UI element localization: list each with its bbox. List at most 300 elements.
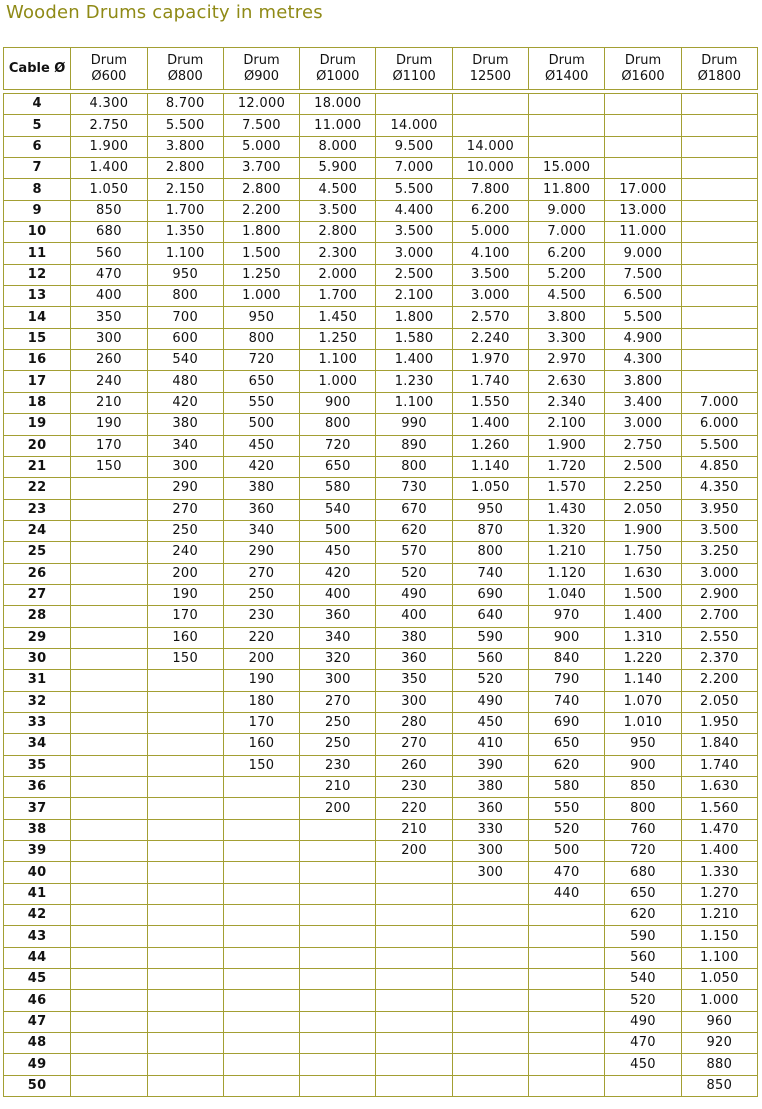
capacity-cell: 2.550 xyxy=(681,627,757,648)
capacity-cell xyxy=(681,350,757,371)
cable-size-cell: 40 xyxy=(4,862,71,883)
capacity-cell: 3.500 xyxy=(300,200,376,221)
page-title: Wooden Drums capacity in metres xyxy=(6,2,323,23)
capacity-cell xyxy=(71,563,147,584)
capacity-cell: 2.250 xyxy=(605,478,681,499)
column-header-line1: Drum xyxy=(624,52,662,68)
capacity-cell: 210 xyxy=(71,392,147,413)
cable-size-cell: 38 xyxy=(4,819,71,840)
capacity-cell xyxy=(223,1033,299,1054)
capacity-cell: 1.040 xyxy=(529,584,605,605)
capacity-cell: 450 xyxy=(300,542,376,563)
table-row xyxy=(4,478,758,499)
capacity-cell xyxy=(376,969,452,990)
capacity-cell: 2.100 xyxy=(376,286,452,307)
capacity-cell: 1.210 xyxy=(681,905,757,926)
capacity-cell xyxy=(223,905,299,926)
column-header-drum xyxy=(71,48,147,90)
capacity-cell: 520 xyxy=(529,819,605,840)
column-header-drum xyxy=(452,48,528,90)
capacity-cell: 2.500 xyxy=(376,264,452,285)
capacity-cell: 340 xyxy=(300,627,376,648)
capacity-cell xyxy=(300,1033,376,1054)
column-header-line2: Ø900 xyxy=(243,68,280,84)
capacity-cell: 210 xyxy=(376,819,452,840)
table-row xyxy=(4,841,758,862)
capacity-cell: 2.750 xyxy=(605,435,681,456)
table-row xyxy=(4,905,758,926)
capacity-cell: 590 xyxy=(605,926,681,947)
capacity-cell xyxy=(605,158,681,179)
capacity-cell: 2.700 xyxy=(681,606,757,627)
capacity-cell: 1.220 xyxy=(605,648,681,669)
capacity-cell xyxy=(681,179,757,200)
table-row xyxy=(4,456,758,477)
capacity-cell xyxy=(529,1075,605,1096)
table-row xyxy=(4,798,758,819)
table-row xyxy=(4,712,758,733)
capacity-cell: 3.800 xyxy=(605,371,681,392)
capacity-cell: 3.000 xyxy=(452,286,528,307)
cable-size-cell: 47 xyxy=(4,1011,71,1032)
capacity-cell: 1.010 xyxy=(605,712,681,733)
capacity-cell: 900 xyxy=(605,755,681,776)
capacity-cell: 470 xyxy=(71,264,147,285)
capacity-cell: 620 xyxy=(376,520,452,541)
capacity-cell: 4.300 xyxy=(605,350,681,371)
cable-size-cell: 41 xyxy=(4,883,71,904)
capacity-cell: 170 xyxy=(147,606,223,627)
capacity-cell: 7.000 xyxy=(681,392,757,413)
capacity-cell: 11.800 xyxy=(529,179,605,200)
capacity-cell xyxy=(223,926,299,947)
capacity-cell: 3.000 xyxy=(376,243,452,264)
capacity-cell xyxy=(71,648,147,669)
capacity-cell: 160 xyxy=(147,627,223,648)
capacity-cell xyxy=(605,115,681,136)
table-row xyxy=(4,499,758,520)
capacity-cell xyxy=(147,883,223,904)
capacity-cell: 1.630 xyxy=(605,563,681,584)
capacity-cell: 500 xyxy=(223,414,299,435)
capacity-cell xyxy=(223,883,299,904)
capacity-cell xyxy=(223,841,299,862)
capacity-cell: 290 xyxy=(223,542,299,563)
capacity-cell: 2.050 xyxy=(681,691,757,712)
cable-size-cell: 26 xyxy=(4,563,71,584)
capacity-cell: 490 xyxy=(376,584,452,605)
capacity-cell: 7.800 xyxy=(452,179,528,200)
capacity-cell xyxy=(71,1075,147,1096)
capacity-table xyxy=(3,47,758,1097)
capacity-cell: 4.400 xyxy=(376,200,452,221)
capacity-cell: 550 xyxy=(529,798,605,819)
cable-size-cell: 12 xyxy=(4,264,71,285)
capacity-cell: 1.120 xyxy=(529,563,605,584)
capacity-cell: 650 xyxy=(223,371,299,392)
capacity-cell xyxy=(452,1054,528,1075)
capacity-cell xyxy=(147,819,223,840)
capacity-cell xyxy=(529,947,605,968)
capacity-cell: 990 xyxy=(376,414,452,435)
capacity-cell: 200 xyxy=(223,648,299,669)
capacity-cell xyxy=(376,926,452,947)
capacity-cell: 620 xyxy=(605,905,681,926)
capacity-cell: 520 xyxy=(452,670,528,691)
capacity-cell: 2.340 xyxy=(529,392,605,413)
capacity-cell: 14.000 xyxy=(376,115,452,136)
table-row xyxy=(4,158,758,179)
capacity-cell: 1.140 xyxy=(605,670,681,691)
column-header-line2: Ø1100 xyxy=(392,68,436,84)
capacity-cell: 1.140 xyxy=(452,456,528,477)
capacity-cell: 14.000 xyxy=(452,136,528,157)
capacity-cell xyxy=(71,883,147,904)
cable-size-cell: 13 xyxy=(4,286,71,307)
capacity-cell: 1.400 xyxy=(71,158,147,179)
capacity-cell xyxy=(71,1054,147,1075)
column-header-line1: Drum xyxy=(319,52,356,68)
capacity-cell: 1.500 xyxy=(605,584,681,605)
capacity-cell: 1.840 xyxy=(681,734,757,755)
capacity-cell: 1.050 xyxy=(681,969,757,990)
capacity-cell xyxy=(605,94,681,115)
cable-size-cell: 25 xyxy=(4,542,71,563)
capacity-cell xyxy=(71,520,147,541)
capacity-cell xyxy=(529,1011,605,1032)
capacity-cell: 620 xyxy=(529,755,605,776)
capacity-cell: 260 xyxy=(376,755,452,776)
capacity-cell xyxy=(681,115,757,136)
cable-size-cell: 50 xyxy=(4,1075,71,1096)
capacity-cell: 400 xyxy=(300,584,376,605)
capacity-cell: 2.800 xyxy=(147,158,223,179)
capacity-cell xyxy=(71,542,147,563)
capacity-cell xyxy=(147,670,223,691)
capacity-cell xyxy=(376,862,452,883)
capacity-cell: 740 xyxy=(529,691,605,712)
capacity-cell: 18.000 xyxy=(300,94,376,115)
capacity-cell xyxy=(681,158,757,179)
capacity-cell xyxy=(147,905,223,926)
cable-size-cell: 30 xyxy=(4,648,71,669)
capacity-cell xyxy=(147,841,223,862)
capacity-cell: 9.000 xyxy=(605,243,681,264)
capacity-cell: 490 xyxy=(605,1011,681,1032)
capacity-cell: 850 xyxy=(681,1075,757,1096)
capacity-cell: 8.700 xyxy=(147,94,223,115)
table-row xyxy=(4,414,758,435)
capacity-cell: 3.800 xyxy=(147,136,223,157)
capacity-cell xyxy=(71,969,147,990)
capacity-cell: 7.500 xyxy=(223,115,299,136)
capacity-cell: 800 xyxy=(147,286,223,307)
cable-size-cell: 49 xyxy=(4,1054,71,1075)
capacity-cell xyxy=(71,947,147,968)
cable-size-cell: 9 xyxy=(4,200,71,221)
table-row xyxy=(4,136,758,157)
cable-size-cell: 22 xyxy=(4,478,71,499)
cable-size-cell: 44 xyxy=(4,947,71,968)
capacity-cell xyxy=(681,222,757,243)
capacity-cell: 5.900 xyxy=(300,158,376,179)
capacity-cell xyxy=(223,1011,299,1032)
capacity-cell xyxy=(681,371,757,392)
capacity-cell: 230 xyxy=(223,606,299,627)
capacity-cell: 250 xyxy=(300,734,376,755)
column-header-drum xyxy=(147,48,223,90)
column-header-drum xyxy=(300,48,376,90)
capacity-cell: 1.500 xyxy=(223,243,299,264)
capacity-cell xyxy=(71,1033,147,1054)
table-row xyxy=(4,691,758,712)
capacity-cell: 1.800 xyxy=(376,307,452,328)
capacity-cell xyxy=(71,841,147,862)
capacity-cell: 270 xyxy=(223,563,299,584)
capacity-cell xyxy=(681,328,757,349)
capacity-cell: 9.000 xyxy=(529,200,605,221)
capacity-cell xyxy=(529,990,605,1011)
capacity-cell xyxy=(71,819,147,840)
capacity-cell: 1.900 xyxy=(529,435,605,456)
capacity-cell: 360 xyxy=(223,499,299,520)
capacity-cell: 500 xyxy=(300,520,376,541)
capacity-cell: 2.900 xyxy=(681,584,757,605)
capacity-cell xyxy=(681,94,757,115)
capacity-cell: 960 xyxy=(681,1011,757,1032)
capacity-cell: 560 xyxy=(452,648,528,669)
cable-size-cell: 39 xyxy=(4,841,71,862)
capacity-cell: 1.400 xyxy=(452,414,528,435)
capacity-cell: 540 xyxy=(605,969,681,990)
column-header-line1: Drum xyxy=(167,52,204,68)
capacity-cell xyxy=(223,777,299,798)
capacity-cell: 150 xyxy=(71,456,147,477)
capacity-cell: 360 xyxy=(300,606,376,627)
capacity-cell xyxy=(71,499,147,520)
capacity-cell xyxy=(452,905,528,926)
capacity-cell xyxy=(223,862,299,883)
capacity-cell: 380 xyxy=(452,777,528,798)
capacity-cell xyxy=(71,734,147,755)
capacity-cell xyxy=(147,734,223,755)
capacity-cell: 3.000 xyxy=(605,414,681,435)
capacity-cell: 4.350 xyxy=(681,478,757,499)
capacity-cell: 260 xyxy=(71,350,147,371)
capacity-cell: 1.400 xyxy=(605,606,681,627)
capacity-cell: 170 xyxy=(223,712,299,733)
capacity-cell: 720 xyxy=(223,350,299,371)
capacity-cell: 540 xyxy=(147,350,223,371)
capacity-cell: 3.500 xyxy=(681,520,757,541)
capacity-cell: 17.000 xyxy=(605,179,681,200)
capacity-cell: 740 xyxy=(452,563,528,584)
table-row xyxy=(4,264,758,285)
capacity-cell xyxy=(223,1054,299,1075)
capacity-cell: 2.570 xyxy=(452,307,528,328)
table-row xyxy=(4,94,758,115)
capacity-cell xyxy=(452,1033,528,1054)
capacity-cell: 560 xyxy=(71,243,147,264)
table-row xyxy=(4,1075,758,1096)
cable-size-cell: 7 xyxy=(4,158,71,179)
capacity-cell xyxy=(223,819,299,840)
capacity-cell: 4.500 xyxy=(300,179,376,200)
capacity-cell: 1.400 xyxy=(376,350,452,371)
capacity-cell: 1.740 xyxy=(452,371,528,392)
capacity-cell xyxy=(376,1054,452,1075)
capacity-cell xyxy=(147,691,223,712)
capacity-cell: 560 xyxy=(605,947,681,968)
cable-size-cell: 6 xyxy=(4,136,71,157)
table-row xyxy=(4,307,758,328)
capacity-cell: 15.000 xyxy=(529,158,605,179)
capacity-cell: 1.260 xyxy=(452,435,528,456)
column-header-line2: 12500 xyxy=(469,68,512,84)
capacity-cell xyxy=(147,1054,223,1075)
capacity-cell xyxy=(681,243,757,264)
capacity-cell: 4.500 xyxy=(529,286,605,307)
capacity-cell: 240 xyxy=(71,371,147,392)
capacity-cell: 3.700 xyxy=(223,158,299,179)
capacity-cell: 670 xyxy=(376,499,452,520)
capacity-cell: 2.370 xyxy=(681,648,757,669)
cable-size-cell: 29 xyxy=(4,627,71,648)
capacity-cell xyxy=(300,819,376,840)
capacity-cell: 890 xyxy=(376,435,452,456)
cable-size-cell: 21 xyxy=(4,456,71,477)
capacity-cell: 800 xyxy=(376,456,452,477)
cable-size-cell: 16 xyxy=(4,350,71,371)
capacity-cell: 210 xyxy=(300,777,376,798)
capacity-cell: 230 xyxy=(300,755,376,776)
capacity-cell: 420 xyxy=(300,563,376,584)
capacity-cell: 300 xyxy=(300,670,376,691)
capacity-cell: 3.500 xyxy=(376,222,452,243)
table-row xyxy=(4,990,758,1011)
capacity-cell xyxy=(223,990,299,1011)
capacity-cell xyxy=(529,1033,605,1054)
capacity-cell: 550 xyxy=(223,392,299,413)
capacity-cell: 320 xyxy=(300,648,376,669)
capacity-cell: 270 xyxy=(147,499,223,520)
capacity-cell xyxy=(681,136,757,157)
capacity-cell: 6.200 xyxy=(452,200,528,221)
capacity-cell: 280 xyxy=(376,712,452,733)
capacity-cell xyxy=(147,990,223,1011)
capacity-cell: 1.900 xyxy=(71,136,147,157)
cable-size-cell: 31 xyxy=(4,670,71,691)
capacity-cell: 150 xyxy=(147,648,223,669)
capacity-cell: 1.630 xyxy=(681,777,757,798)
capacity-cell: 290 xyxy=(147,478,223,499)
capacity-cell xyxy=(223,1075,299,1096)
capacity-cell xyxy=(71,777,147,798)
capacity-cell xyxy=(452,969,528,990)
capacity-cell: 730 xyxy=(376,478,452,499)
capacity-cell: 7.500 xyxy=(605,264,681,285)
capacity-cell: 3.300 xyxy=(529,328,605,349)
table-row xyxy=(4,1011,758,1032)
capacity-cell: 1.310 xyxy=(605,627,681,648)
capacity-cell: 300 xyxy=(71,328,147,349)
capacity-cell: 950 xyxy=(605,734,681,755)
capacity-cell xyxy=(71,691,147,712)
capacity-cell: 5.500 xyxy=(147,115,223,136)
capacity-cell xyxy=(300,1075,376,1096)
capacity-cell: 3.500 xyxy=(452,264,528,285)
capacity-cell: 1.100 xyxy=(147,243,223,264)
cable-size-cell: 28 xyxy=(4,606,71,627)
capacity-cell xyxy=(71,905,147,926)
capacity-cell: 11.000 xyxy=(300,115,376,136)
cable-size-cell: 42 xyxy=(4,905,71,926)
cable-size-cell: 8 xyxy=(4,179,71,200)
capacity-cell xyxy=(300,926,376,947)
capacity-cell: 300 xyxy=(452,841,528,862)
capacity-cell: 9.500 xyxy=(376,136,452,157)
table-row xyxy=(4,819,758,840)
capacity-cell xyxy=(147,926,223,947)
table-row xyxy=(4,286,758,307)
capacity-cell: 300 xyxy=(452,862,528,883)
capacity-cell: 1.230 xyxy=(376,371,452,392)
capacity-cell: 450 xyxy=(223,435,299,456)
capacity-cell: 1.430 xyxy=(529,499,605,520)
capacity-cell xyxy=(452,1011,528,1032)
capacity-cell: 4.100 xyxy=(452,243,528,264)
column-header-line1: Drum xyxy=(701,52,738,68)
capacity-cell xyxy=(300,969,376,990)
capacity-cell xyxy=(452,115,528,136)
capacity-cell: 5.500 xyxy=(605,307,681,328)
capacity-cell: 3.950 xyxy=(681,499,757,520)
capacity-cell xyxy=(223,947,299,968)
table-row xyxy=(4,200,758,221)
capacity-cell: 1.580 xyxy=(376,328,452,349)
capacity-cell: 1.350 xyxy=(147,222,223,243)
capacity-cell: 1.100 xyxy=(681,947,757,968)
capacity-cell: 480 xyxy=(147,371,223,392)
capacity-cell: 5.500 xyxy=(681,435,757,456)
capacity-cell: 800 xyxy=(300,414,376,435)
capacity-cell: 2.100 xyxy=(529,414,605,435)
capacity-cell: 1.270 xyxy=(681,883,757,904)
capacity-cell: 850 xyxy=(605,777,681,798)
table-row xyxy=(4,542,758,563)
capacity-cell xyxy=(147,777,223,798)
capacity-cell xyxy=(71,862,147,883)
capacity-cell: 650 xyxy=(605,883,681,904)
capacity-cell: 970 xyxy=(529,606,605,627)
capacity-cell xyxy=(376,1011,452,1032)
capacity-cell: 380 xyxy=(223,478,299,499)
column-header-drum xyxy=(223,48,299,90)
capacity-cell xyxy=(71,926,147,947)
capacity-cell xyxy=(71,755,147,776)
capacity-cell: 190 xyxy=(223,670,299,691)
cable-size-cell: 46 xyxy=(4,990,71,1011)
cable-size-cell: 27 xyxy=(4,584,71,605)
column-header-drum xyxy=(529,48,605,90)
capacity-cell xyxy=(452,926,528,947)
capacity-cell: 2.800 xyxy=(223,179,299,200)
table-row xyxy=(4,755,758,776)
capacity-cell xyxy=(71,478,147,499)
cable-size-cell: 35 xyxy=(4,755,71,776)
capacity-cell: 600 xyxy=(147,328,223,349)
table-row xyxy=(4,627,758,648)
